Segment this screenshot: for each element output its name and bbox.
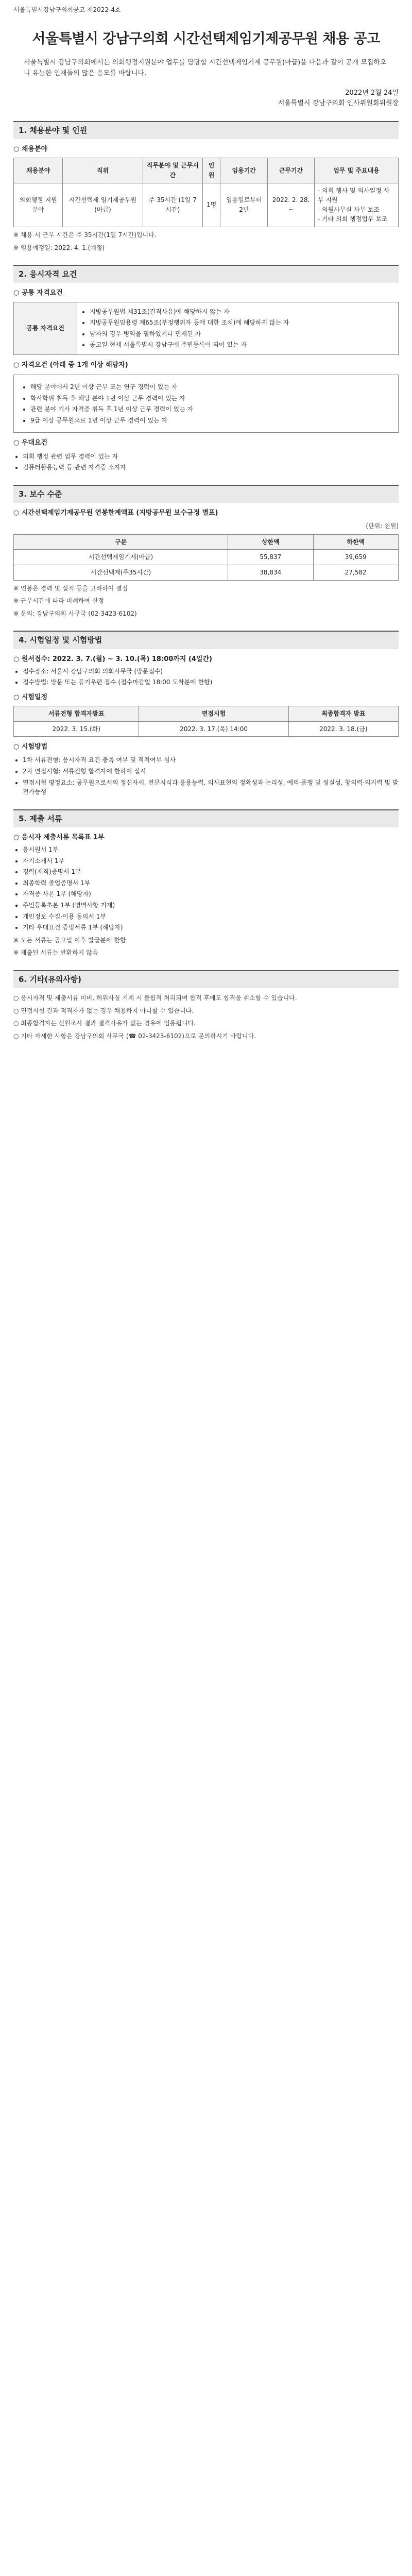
- note: ※ 문의: 강남구의회 사무국 (02-3423-6102): [13, 609, 137, 617]
- sub-heading: ○ 공통 자격요건: [13, 289, 63, 297]
- table-row: [14, 565, 399, 580]
- schedule-table: [13, 706, 399, 737]
- list-item: • 개인정보 수집·이용 동의서 1부: [23, 912, 399, 922]
- table-cell: 27,582: [313, 565, 398, 580]
- list-item: • 지방공무원법 제31조(결격사유)에 해당하지 않는 자: [90, 307, 395, 317]
- list-item: • 관련 분야 기사 자격증 취득 후 1년 이상 근무 경력이 있는 자: [30, 404, 391, 414]
- list-item: • 해당 분야에서 2년 이상 근무 또는 연구 경력이 있는 자: [30, 382, 391, 392]
- section-heading-schedule: 4. 시험일정 및 시험방법: [13, 631, 399, 649]
- table-cell: 55,837: [228, 550, 313, 565]
- table-cell: 39,659: [313, 550, 398, 565]
- list-item: • 면접시험 평정요소: 공무원으로서의 정신자세, 전문지식과 응용능력, 의사표현의 정확성과 논리성, 예의·품행 및 성실성, 창의력·의지력 및 발전가능성: [23, 778, 399, 797]
- cell-area: 의회행정 지원분야: [14, 183, 63, 227]
- notice-item: ○ 기타 자세한 사항은 강남구의회 사무국 (☎ 02-3423-6102)으로 문의하시기 바랍니다.: [13, 1032, 256, 1040]
- table-header: 공통 자격요건: [14, 302, 77, 354]
- table-header: 채용분야: [14, 158, 63, 183]
- common-requirements-table: [13, 302, 399, 355]
- section-heading-salary: 3. 보수 수준: [13, 485, 399, 503]
- cell-appoint: 임용일로부터 2년: [220, 183, 268, 227]
- list-item: • 접수장소: 서울시 강남구의회 의회사무국 (방문접수): [23, 667, 399, 676]
- sub-heading: ○ 시간선택제임기제공무원 연봉한계액표 (지방공무원 보수규정 별표): [13, 509, 218, 517]
- cell-hours: 주 35시간 (1일 7시간): [143, 183, 202, 227]
- section-heading-positions: 1. 채용분야 및 인원: [13, 121, 399, 139]
- recruitment-notice: [0, 0, 412, 1072]
- requirements-cell: [77, 302, 399, 354]
- section-heading-notes: 6. 기타(유의사항): [13, 970, 399, 988]
- table-cell: 시간선택제(주35시간): [14, 565, 228, 580]
- table-header: 최종합격자 발표: [288, 706, 398, 722]
- table-header: 근무기간: [268, 158, 315, 183]
- notice-item: ○ 면접시험 결과 적격자가 없는 경우 채용하지 아니할 수 있습니다.: [13, 1007, 194, 1014]
- note: ※ 모든 서류는 공고일 이후 발급분에 한함: [13, 936, 126, 944]
- note: ※ 근무시간에 따라 비례하여 산정: [13, 597, 105, 605]
- table-cell: 2022. 3. 17.(목) 14:00: [139, 721, 288, 737]
- list-item: • 지방공무원임용령 제65조(부정행위자 등에 대한 조치)에 해당하지 않는 자: [90, 318, 395, 328]
- documents-lead: ○ 응시자 제출서류 목록표 1부: [13, 833, 105, 841]
- note: ※ 연봉은 경력 및 실적 등을 고려하여 결정: [13, 584, 128, 592]
- list-item: • 의회 행정 관련 업무 경력이 있는 자: [23, 452, 399, 462]
- table-cell: 2022. 3. 18.(금): [288, 721, 398, 737]
- cell-duties: - 의회 행사 및 의사일정 사무 지원 - 의원사무실 사무 보조 - 기타 의회 행정업무 보조: [314, 183, 398, 227]
- sub-heading: ○ 채용분야: [13, 145, 48, 154]
- table-header: 하한액: [313, 534, 398, 550]
- sub-heading: ○ 자격요건 (아래 중 1개 이상 해당자): [13, 361, 128, 369]
- list-item: • 주민등록초본 1부 (병역사항 기재): [23, 901, 399, 910]
- table-row: [14, 550, 399, 565]
- list-item: • 자기소개서 1부: [23, 856, 399, 866]
- table-cell: 38,834: [228, 565, 313, 580]
- notice-item: ○ 최종합격자는 신원조사 결과 결격사유가 없는 경우에 임용됩니다.: [13, 1020, 196, 1027]
- sub-heading: ○ 우대요건: [13, 439, 48, 447]
- list-item: • 기타 우대요건 증빙서류 1부 (해당자): [23, 923, 399, 933]
- table-header: 직위: [63, 158, 143, 183]
- intro-text: 서울특별시 강남구의회에서는 의회행정지원분야 업무를 담당할 시간선택제임기제 공무원(마급)을 다음과 같이 공개 모집하오니 유능한 인재들의 많은 응모를 바랍니다.: [24, 59, 387, 77]
- list-item: • 2차 면접시험: 서류전형 합격자에 한하여 실시: [23, 767, 399, 776]
- table-header: 직무분야 및 근무시간: [143, 158, 202, 183]
- list-item: • 경력(재직)증명서 1부: [23, 867, 399, 877]
- cell-count: 1명: [202, 183, 220, 227]
- cell-grade: 시간선택제 임기제공무원 (마급): [63, 183, 143, 227]
- table-cell: 시간선택제임기제(마급): [14, 550, 228, 565]
- issuing-org: 서울특별시 강남구의회 인사위원회위원장: [278, 99, 399, 107]
- table-header: 상한액: [228, 534, 313, 550]
- positions-table: [13, 158, 399, 227]
- unit-label: (단위: 천원): [366, 522, 399, 530]
- list-item: • 남자의 경우 병역을 필하였거나 면제된 자: [90, 329, 395, 339]
- list-item: • 컴퓨터활용능력 등 관련 자격증 소지자: [23, 463, 399, 472]
- application-period: ○ 원서접수: 2022. 3. 7.(월) ~ 3. 10.(목) 18:00까지 (4일간): [13, 655, 212, 663]
- list-item: • 최종학력 졸업증명서 1부: [23, 878, 399, 888]
- list-item: • 자격증 사본 1부 (해당자): [23, 889, 399, 899]
- table-header: 구분: [14, 534, 228, 550]
- list-item: • 응시원서 1부: [23, 845, 399, 855]
- table-cell: 2022. 3. 15.(화): [14, 721, 139, 737]
- table-row: [14, 183, 399, 227]
- notice-item: ○ 응시자격 및 제출서류 미비, 허위사실 기재 시 불합격 처리되며 합격 후에도 합격을 취소할 수 있습니다.: [13, 994, 297, 1002]
- list-item: • 9급 이상 공무원으로 1년 이상 근무 경력이 있는 자: [30, 416, 391, 426]
- list-item: • 접수방법: 방문 또는 등기우편 접수 (접수마감일 18:00 도착분에 한함): [23, 677, 399, 687]
- table-header: 임용기간: [220, 158, 268, 183]
- notice-date: 2022년 2월 24일: [345, 89, 399, 97]
- table-header: 업무 및 주요내용: [314, 158, 398, 183]
- table-row: [14, 721, 399, 737]
- table-header: 서류전형 합격자발표: [14, 706, 139, 722]
- section-heading-qualifications: 2. 응시자격 요건: [13, 265, 399, 283]
- sub-heading: ○ 시험방법: [13, 743, 48, 751]
- list-item: • 1차 서류전형: 응시자격 요건 충족 여부 및 적격여부 심사: [23, 755, 399, 765]
- requirements-box: [13, 375, 399, 433]
- table-header: 면접시험: [139, 706, 288, 722]
- page-title: 서울특별시 강남구의회 시간선택제임기제공무원 채용 공고: [32, 30, 380, 47]
- sub-heading: ○ 시험일정: [13, 693, 48, 701]
- list-item: • 학사학위 취득 후 해당 분야 1년 이상 근무 경력이 있는 자: [30, 394, 391, 403]
- cell-period: 2022. 2. 28. ~: [268, 183, 315, 227]
- note: ※ 제출된 서류는 반환하지 않음: [13, 949, 98, 957]
- list-item: • 공고일 현재 서울특별시 강남구에 주민등록이 되어 있는 자: [90, 340, 395, 350]
- note: ※ 임용예정일: 2022. 4. 1.(예정): [13, 244, 105, 251]
- table-header: 인원: [202, 158, 220, 183]
- note: ※ 채용 시 근무 시간은 주 35시간(1일 7시간)입니다.: [13, 231, 157, 239]
- section-heading-documents: 5. 제출 서류: [13, 809, 399, 827]
- salary-table: [13, 534, 399, 581]
- publication-number: 서울특별시강남구의회공고 제2022-4호: [13, 6, 121, 13]
